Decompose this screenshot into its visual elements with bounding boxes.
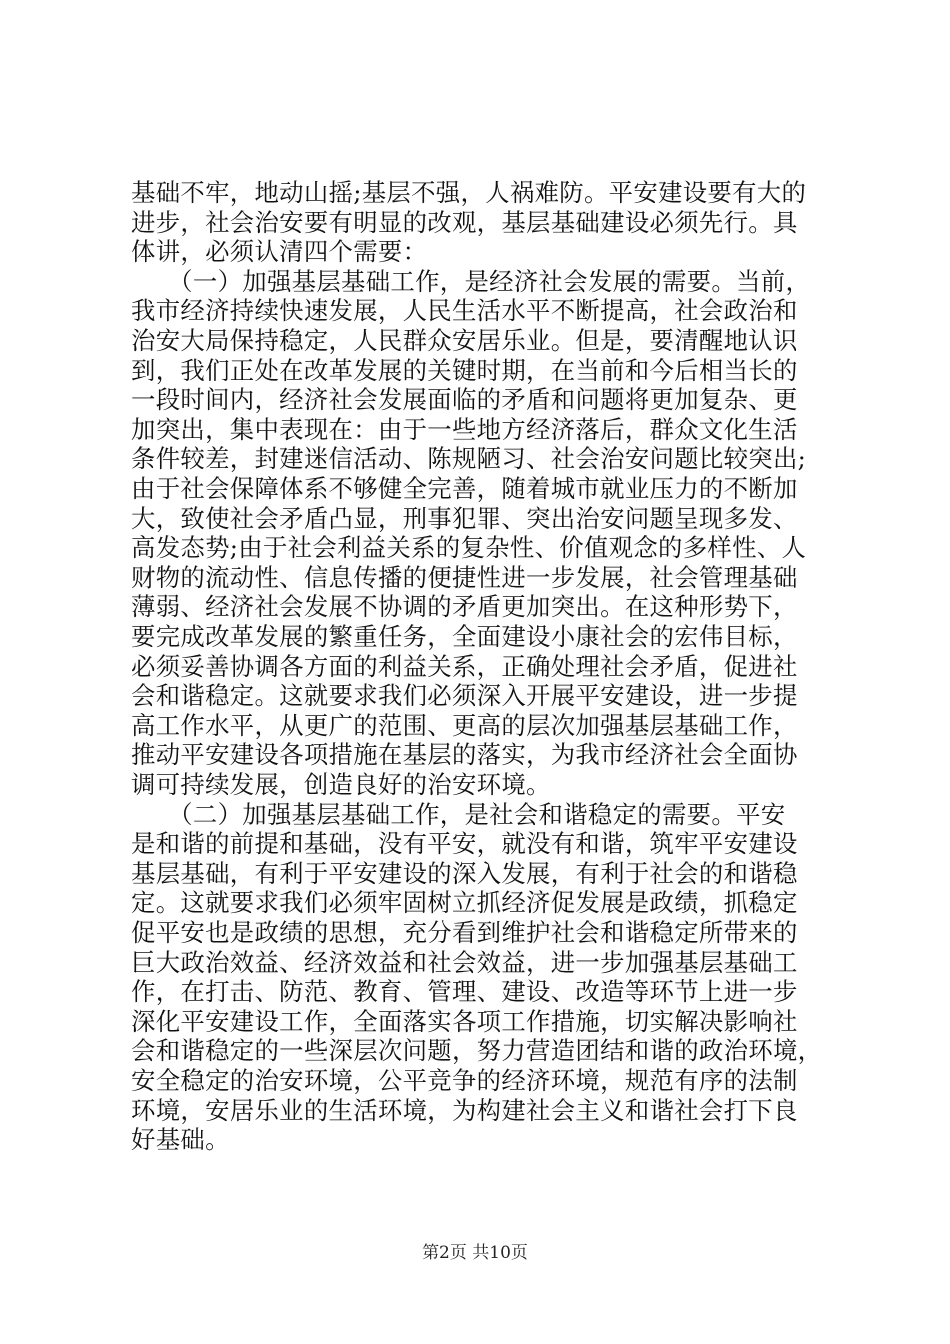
text-line: 推动平安建设各项措施在基层的落实，为我市经济社会全面协 — [131, 740, 798, 770]
text-line: 体讲，必须认清四个需要： — [131, 237, 428, 267]
text-line: 会和谐稳定。这就要求我们必须深入开展平安建设，进一步提 — [131, 681, 798, 711]
text-line: 好基础。 — [131, 1125, 230, 1155]
text-line: 安全稳定的治安环境，公平竞争的经济环境，规范有序的法制 — [131, 1066, 798, 1095]
text-line: 一段时间内，经济社会发展面临的矛盾和问题将更加复杂、更 — [131, 385, 798, 415]
text-line: 加突出，集中表现在：由于一些地方经济落后，群众文化生活 — [131, 414, 798, 444]
text-line: 到，我们正处在改革发展的关键时期，在当前和今后相当长的 — [131, 355, 798, 385]
text-line: 治安大局保持稳定，人民群众安居乐业。但是，要清醒地认识 — [131, 326, 798, 355]
text-line: 必须妥善协调各方面的利益关系，正确处理社会矛盾，促进社 — [131, 651, 798, 681]
text-line: 大，致使社会矛盾凸显，刑事犯罪、突出治安问题呈现多发、 — [131, 503, 798, 533]
page-footer: 第2页 共10页 — [422, 1243, 528, 1263]
text-line: （二）加强基层基础工作，是社会和谐稳定的需要。平安 — [131, 799, 786, 829]
text-line: 高工作水平，从更广的范围、更高的层次加强基层基础工作， — [131, 710, 798, 740]
text-line: 调可持续发展，创造良好的治安环境。 — [131, 770, 551, 799]
text-line: 定。这就要求我们必须牢固树立抓经济促发展是政绩，抓稳定 — [131, 888, 798, 918]
text-line: 环境，安居乐业的生活环境，为构建社会主义和谐社会打下良 — [131, 1095, 798, 1125]
text-line: 基层基础，有利于平安建设的深入发展，有利于社会的和谐稳 — [131, 858, 798, 888]
text-line: 由于社会保障体系不够健全完善，随着城市就业压力的不断加 — [131, 474, 798, 503]
text-line: （一）加强基层基础工作，是经济社会发展的需要。当前， — [131, 266, 811, 296]
text-line: 是和谐的前提和基础，没有平安，就没有和谐，筑牢平安建设 — [131, 829, 798, 859]
text-line: 会和谐稳定的一些深层次问题，努力营造团结和谐的政治环境， — [131, 1036, 823, 1066]
text-line: 作，在打击、防范、教育、管理、建设、改造等环节上进一步 — [131, 977, 798, 1007]
text-line: 进步，社会治安要有明显的改观，基层基础建设必须先行。具 — [131, 207, 798, 237]
text-line: 我市经济持续快速发展，人民生活水平不断提高，社会政治和 — [131, 296, 798, 326]
text-line: 条件较差，封建迷信活动、陈规陋习、社会治安问题比较突出; — [131, 444, 807, 474]
text-line: 财物的流动性、信息传播的便捷性进一步发展，社会管理基础 — [131, 562, 798, 592]
text-line: 巨大政治效益、经济效益和社会效益，进一步加强基层基础工 — [131, 947, 798, 977]
text-line: 基础不牢，地动山摇;基层不强，人祸难防。平安建设要有大的 — [131, 178, 807, 207]
text-line: 高发态势;由于社会利益关系的复杂性、价值观念的多样性、人 — [131, 533, 807, 563]
text-line: 薄弱、经济社会发展不协调的矛盾更加突出。在这种形势下， — [131, 592, 798, 622]
text-line: 要完成改革发展的繁重任务，全面建设小康社会的宏伟目标， — [131, 622, 798, 651]
text-line: 促平安也是政绩的思想，充分看到维护社会和谐稳定所带来的 — [131, 918, 798, 947]
text-line: 深化平安建设工作，全面落实各项工作措施，切实解决影响社 — [131, 1006, 798, 1036]
